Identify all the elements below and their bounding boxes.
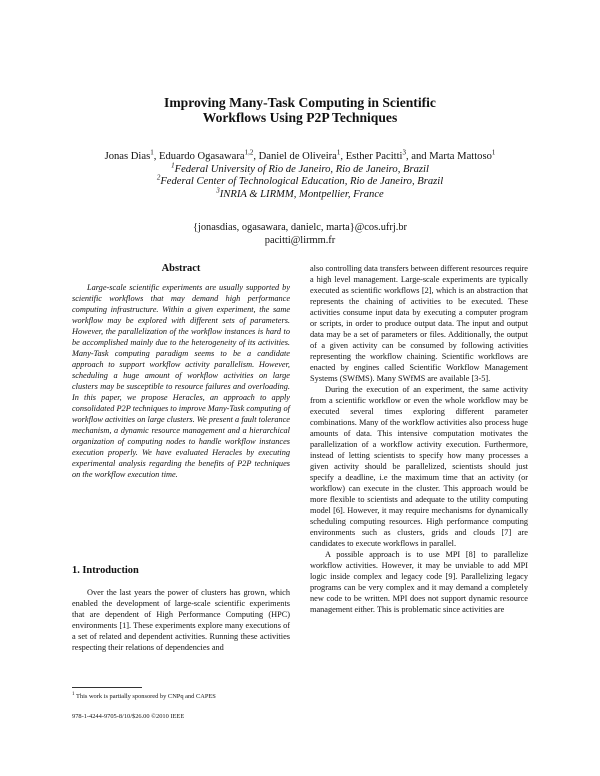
affiliation-1-text: Federal University of Rio de Janeiro, Rio de Janeiro, Brazil	[174, 163, 429, 175]
title-line-2: Workflows Using P2P Techniques	[202, 110, 398, 125]
footnote	[72, 691, 216, 701]
affiliation-1	[0, 160, 600, 177]
author-and: , and	[405, 151, 430, 162]
paper-title	[0, 95, 600, 125]
affiliation-3	[0, 185, 600, 202]
footnote-rule	[72, 687, 142, 688]
author-3-sup: 1	[336, 148, 341, 157]
author-2: Eduardo Ogasawara	[159, 151, 245, 162]
copyright-notice: 978-1-4244-9705-8/10/$26.00 ©2010 IEEE	[72, 713, 185, 720]
author-2-sup: 1,2	[244, 148, 254, 157]
affiliation-2	[0, 173, 600, 189]
affiliation-2-sup: 2	[156, 173, 161, 182]
author-4-sup: 3	[402, 148, 406, 157]
author-sep: ,	[153, 151, 159, 162]
email-line-2: pacitti@lirmm.fr	[264, 234, 336, 246]
right-paragraph-3: A possible approach is to use MPI [8] to parallelize workflow activities. However, it may be unviable to add MPI logic inside complex and legacy code [9]. Parallelizing legacy programs can be very complex and it may demand a completely new code to be written. MPI does not support dynamic resource management either. This is problematic since activities are	[310, 550, 528, 614]
affiliation-1-sup: 1	[171, 160, 175, 169]
footnote-sup: 1	[72, 692, 75, 697]
intro-paragraph: Over the last years the power of clusters has grown, which enabled the development of large-scale scientific experiments that are dependent of High Performance Computing (HPC) environments [1]. These experiments explore many executions of a set of related and dependent activities. Running these activities respecting their relations of dependencies and	[72, 588, 290, 652]
intro-body	[72, 587, 290, 653]
affiliation-3-sup: 3	[216, 185, 220, 194]
author-5: Marta Mattoso	[429, 151, 492, 162]
footnote-text: This work is partially sponsored by CNPq and CAPES	[74, 693, 216, 701]
author-5-sup: 1	[491, 148, 496, 157]
right-column	[310, 263, 528, 615]
author-sep: ,	[340, 151, 346, 162]
affiliation-2-text: Federal Center of Technological Education, Rio de Janeiro, Brazil	[160, 176, 444, 187]
intro-heading: 1. Introduction	[72, 565, 139, 576]
author-1-sup: 1	[150, 148, 154, 157]
abstract-paragraph: Large-scale scientific experiments are usually supported by scientific workflows that may demand high performance computing infrastructure. Within a given experiment, the same workflow may be explored with different sets of parameters. However, the parallelization of the workflow instances is hard to be accomplished mainly due to the heterogeneity of its activities. Many-Task computing paradigm seems to be a candidate approach to support workflow activity parallelism. However, scheduling a huge amount of workflow activities on large clusters may be susceptible to resource failures and overloading. In this paper, we propose Heracles, an approach to apply consolidated P2P techniques to improve Many-Task computing of workflow activities on large clusters. We present a fault tolerance mechanism, a dynamic resource management and a hierarchical organization of computing nodes to handle workflow instances execution properly. We have evaluated Heracles by executing experimental analysis regarding the benefits of P2P techniques on the workflow execution time.	[72, 283, 290, 479]
right-paragraph-1: also controlling data transfers between different resources require a high level management. Large-scale experiments are typically executed as scientific workflows [2], which is an abstraction that represents the chaining of activities to be executed. These activities consume input data by executing a computer program or scripts, in order to produce output data. The input and output data may be a set of parameters or files. Additionally, the output of a given activity can be consumed by following activities representing the workflow chaining. Scientific workflows are enacted by engines called Scientific Workflow Management Systems (SWfMS). Many SWfMS are available [3-5].	[310, 264, 528, 383]
email-block	[0, 222, 600, 247]
author-3: Daniel de Oliveira	[258, 151, 337, 162]
author-sep: ,	[253, 151, 259, 162]
abstract-body	[72, 282, 290, 480]
author-1: Jonas Dias	[104, 151, 151, 162]
author-list	[0, 148, 600, 164]
title-line-1: Improving Many-Task Computing in Scientific	[164, 95, 436, 110]
email-line-1: {jonasdias, ogasawara, danielc, marta}@cos.ufrj.br	[192, 222, 407, 233]
right-paragraph-2: During the execution of an experiment, the same activity from a scientific workflow or even the whole workflow may be executed several times exploring different parameter combinations. Many of the workflow activities also process huge amounts of data. This intensive computation motivates the parallelization of a workflow activity execution. Furthermore, instead of letting scientists to specify how many processes a given activity should be parallelized, scientists should just specify a deadline, i.e the maximum time that an activity (or workflow) can execute in the cluster. This approach would be more flexible to scientists and adequate to the utility computing model [6]. However, it may require mechanisms for dynamically scheduling computing resources. High performance computing environments such as clusters, grids and clouds [7] are candidates to execute workflows in parallel.	[310, 385, 528, 548]
affiliation-3-text: INRIA & LIRMM, Montpellier, France	[219, 188, 384, 200]
abstract-heading: Abstract	[161, 263, 201, 274]
author-block	[0, 148, 600, 201]
author-4: Esther Pacitti	[345, 151, 403, 162]
